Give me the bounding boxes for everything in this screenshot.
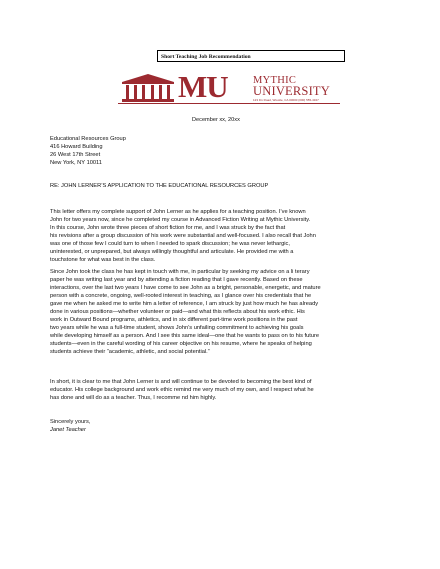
letterhead (118, 69, 340, 108)
letterhead-address: 123 Fix Road, Wrestle, CA 00000 (000) 555-4327 (253, 98, 319, 102)
paragraph-line: touchstone for what was best in the class. (50, 257, 156, 263)
paragraph-line: his revisions after a group discussion of his work were substantial and well-focused. I also recall that John (50, 233, 316, 239)
body-paragraph-1 (50, 208, 390, 264)
university-name-line2: UNIVERSITY (253, 84, 330, 98)
letterhead-rule (118, 103, 340, 104)
paragraph-line: students—even in the careful wording of his career objective on his resume, where he speaks of helping (50, 341, 312, 347)
body-paragraph-3 (50, 378, 390, 402)
address-line: New York, NY 10011 (50, 160, 102, 166)
paragraph-line: person with a concrete, ongoing, well-rooted interest in teaching, as I glance over his credentials that he (50, 293, 312, 299)
paragraph-line: was one of those few I could turn to when I needed to spark discussion; he was never lethargic, (50, 241, 290, 247)
paragraph-line: uninterested, or unprepared, but always willingly thoughtful and articulate. He provided me with a (50, 249, 294, 255)
signature-name: Janet Teacher (50, 427, 86, 433)
address-line: 26 West 17th Street (50, 152, 101, 158)
paragraph-line: interactions, over the last two years I have come to see John as a bright, personable, energetic, and mature (50, 285, 321, 291)
paragraph-line: has done and will do as a teacher. Thus, I recomme nd him highly. (50, 395, 217, 401)
letter-date: December xx, 20xx (192, 117, 240, 123)
paragraph-line: work in Outward Bound programs, athletics, and in six different part-time work positions in the past (50, 317, 298, 323)
paragraph-line: This letter offers my complete support of John Lerner as he applies for a teaching position. I’ve known (50, 209, 306, 215)
paragraph-line: two years while he was a full-time student, shows John’s unfailing commitment to achieving his goals (50, 325, 304, 331)
paragraph-line: educator. His college background and work ethic remind me very much of my own, and I respect what he (50, 387, 314, 393)
paragraph-line: paper he was writing last year and by attending a fiction reading that I gave recently. Based on these (50, 277, 303, 283)
closing-block (50, 418, 90, 434)
paragraph-line: while developing himself as a person. And I see this same ideal—one that he wants to pass on to his future (50, 333, 320, 339)
valediction: Sincerely yours, (50, 419, 91, 425)
document-title: Short Teaching Job Recommendation (157, 50, 345, 62)
logo-mu-text: MU (178, 69, 228, 104)
university-building-icon (118, 72, 178, 104)
paragraph-line: done in various positions—whether volunteer or paid—and what this reflects about his work ethic. His (50, 309, 305, 315)
paragraph-line: In this course, John wrote three pieces of short fiction for me, and I was struck by the fact that (50, 225, 286, 231)
address-line: 416 Howard Building (50, 144, 103, 150)
address-line: Educational Resources Group (50, 136, 126, 142)
body-paragraph-2 (50, 268, 390, 356)
subject-line: RE: JOHN LERNER’S APPLICATION TO THE EDUCATIONAL RESOURCES GROUP (50, 183, 269, 189)
paragraph-line: students achieve their “academic, athletic, and social potential.” (50, 349, 210, 355)
paragraph-line: In short, it is clear to me that John Lerner is and will continue to be devoted to becoming the best kind of (50, 379, 312, 385)
university-name-line1: MYTHIC (253, 75, 297, 86)
recipient-address (50, 135, 126, 167)
paragraph-line: gave me when he asked me to write him a letter of reference, I am struck by just how much he has already (50, 301, 319, 307)
paragraph-line: John for two years now, since he completed my course in Advanced Fiction Writing at Mythic University. (50, 217, 311, 223)
paragraph-line: Since John took the class he has kept in touch with me, in particular by seeking my advice on a li terary (50, 269, 310, 275)
